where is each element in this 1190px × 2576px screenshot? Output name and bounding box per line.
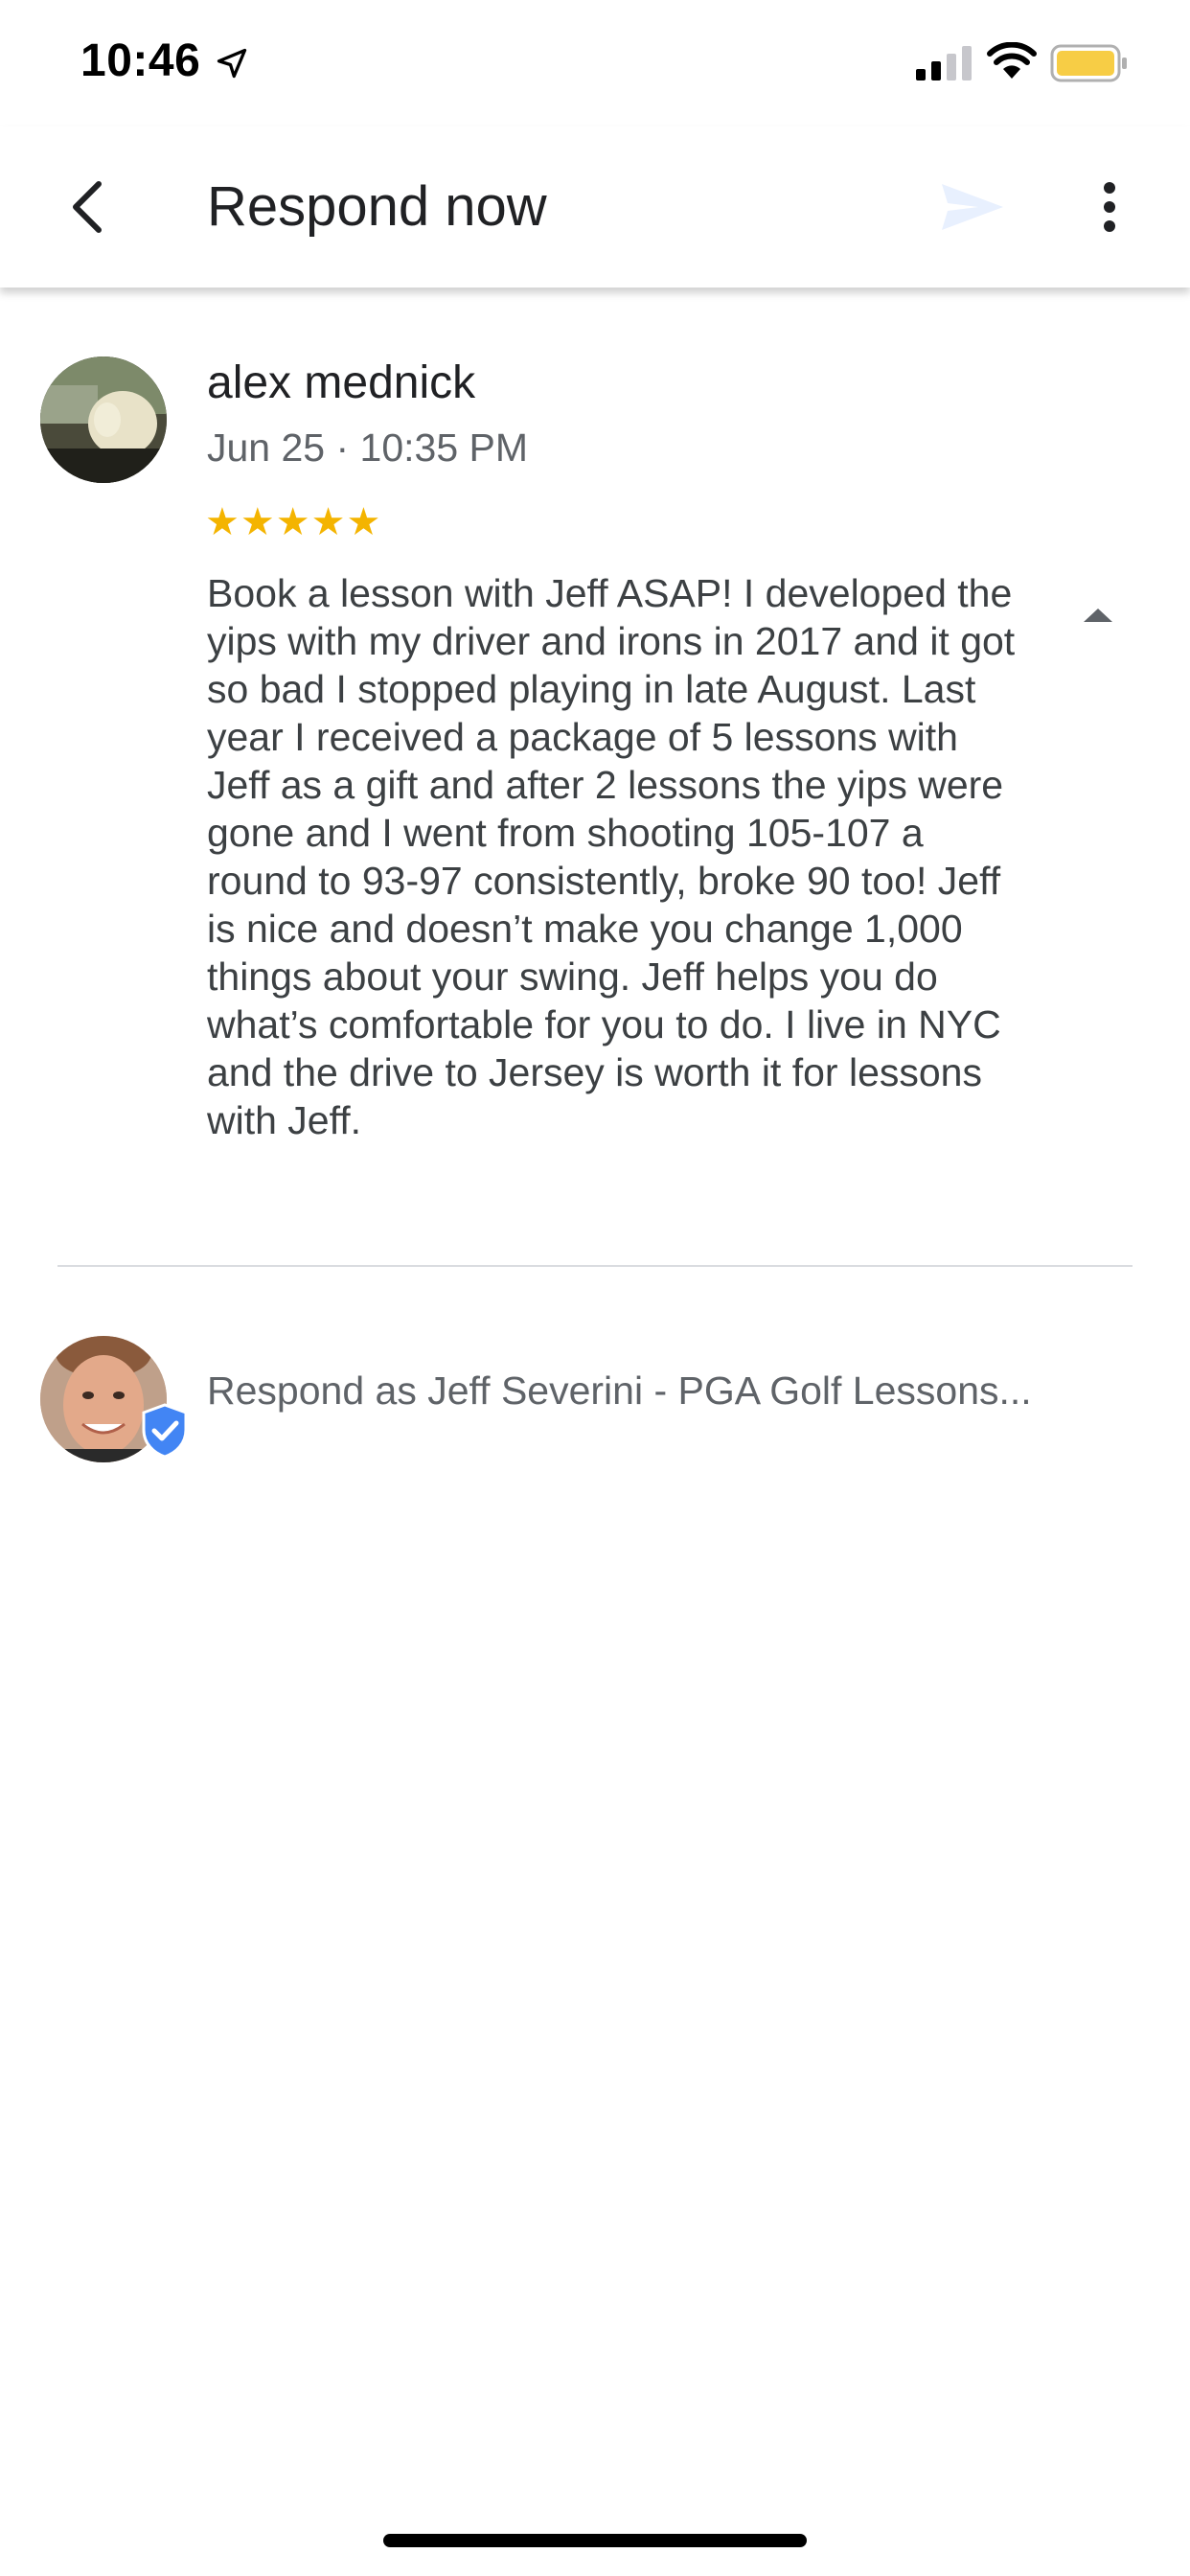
respond-row[interactable] bbox=[0, 1332, 1190, 1466]
app-bar bbox=[0, 126, 1190, 288]
battery-icon bbox=[1050, 44, 1129, 82]
send-icon bbox=[940, 180, 1005, 234]
cellular-signal-icon bbox=[916, 46, 972, 80]
rating-stars: ★★★★★ bbox=[205, 500, 382, 544]
status-time: 10:46 bbox=[80, 35, 201, 86]
review-date: Jun 25 · 10:35 PM bbox=[207, 426, 529, 470]
collapse-button[interactable] bbox=[1064, 581, 1133, 650]
collapse-arrow-icon bbox=[1084, 607, 1112, 624]
back-button[interactable] bbox=[48, 169, 125, 245]
back-arrow-icon bbox=[62, 178, 110, 236]
page-title: Respond now bbox=[207, 175, 547, 238]
location-arrow-icon bbox=[215, 46, 249, 80]
wifi-icon bbox=[987, 42, 1037, 80]
divider bbox=[57, 1265, 1133, 1267]
reviewer-avatar bbox=[40, 356, 167, 483]
home-indicator[interactable] bbox=[383, 2534, 807, 2547]
review-text: Book a lesson with Jeff ASAP! I developed the yips with my driver and irons in 2017 and it got so bad I stopped playing in late August. Last year I received a package of 5 lessons with Jeff as a gift and after 2 lessons the yips were gone and I went from shooting 105-107 a round to 93-97 consistently, broke 90 too! Jeff is nice and doesn’t make you change 1,000 things about your swing. Jeff helps you do what’s comfortable for you to do. I live in NYC and the drive to Jersey is worth it for lessons with Jeff. bbox=[207, 571, 1016, 1142]
more-vert-icon bbox=[1100, 180, 1119, 234]
verified-badge-icon bbox=[140, 1403, 190, 1459]
respond-input[interactable]: Respond as Jeff Severini - PGA Golf Lessons... bbox=[207, 1368, 1032, 1413]
send-button[interactable] bbox=[929, 172, 1016, 242]
reviewer-name: alex mednick bbox=[207, 357, 476, 408]
more-options-button[interactable] bbox=[1079, 169, 1140, 245]
status-bar bbox=[0, 0, 1190, 126]
